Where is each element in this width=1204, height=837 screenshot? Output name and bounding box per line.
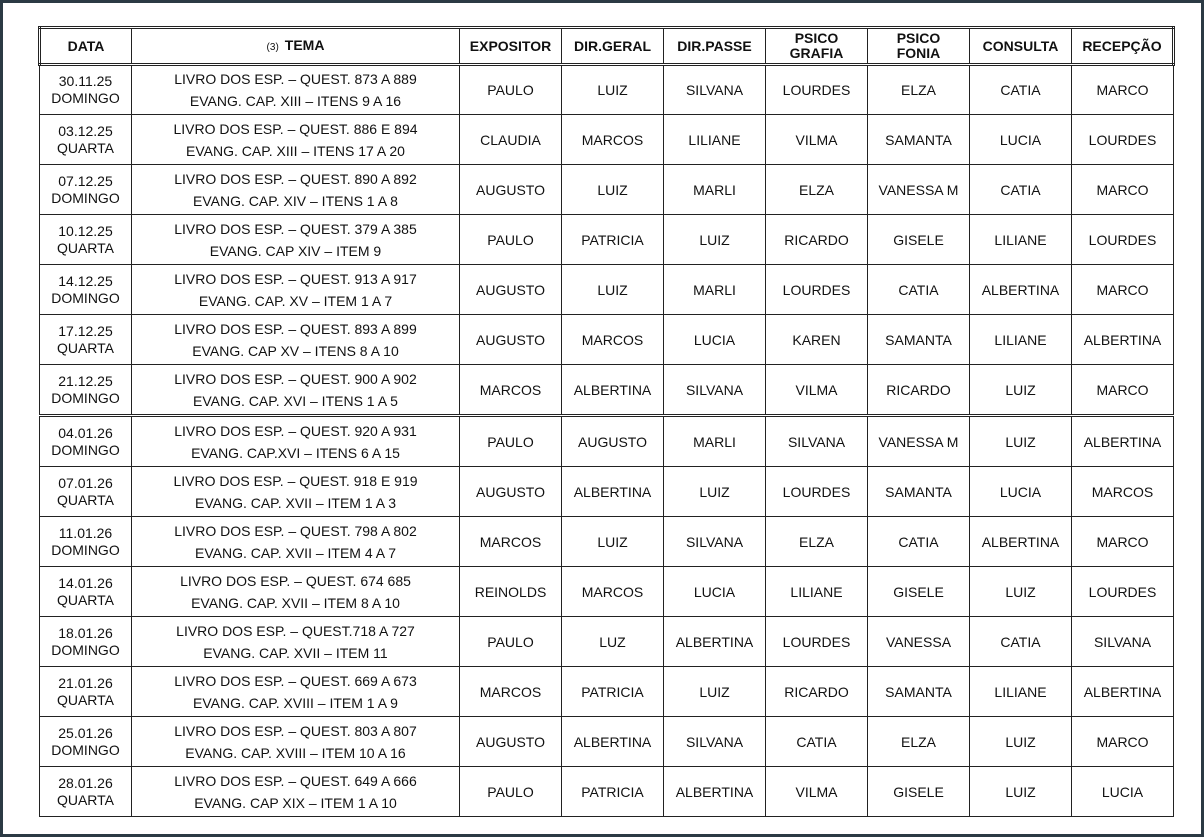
recepcao-cell: MARCO xyxy=(1072,365,1174,416)
dir-passe-cell: SILVANA xyxy=(664,717,766,767)
date-value: 10.12.25 xyxy=(58,222,113,239)
header-tema: (3) TEMA xyxy=(132,28,460,65)
tema-livro: LIVRO DOS ESP. – QUEST. 900 A 902 xyxy=(174,370,417,387)
consulta-cell: LUCIA xyxy=(970,467,1072,517)
header-dir-passe: DIR.PASSE xyxy=(664,28,766,65)
tema-livro: LIVRO DOS ESP. – QUEST. 890 A 892 xyxy=(174,170,417,187)
date-value: 30.11.25 xyxy=(58,73,113,89)
psicofonia-cell: ELZA xyxy=(868,717,970,767)
weekday: DOMINGO xyxy=(51,641,120,658)
table-body xyxy=(40,65,1174,817)
tema-cell xyxy=(132,65,460,115)
date-cell xyxy=(40,467,132,517)
dir-geral-cell: MARCOS xyxy=(562,315,664,365)
date-value: 25.01.26 xyxy=(58,724,113,741)
tema-evangelho: EVANG. CAP XV – ITENS 8 A 10 xyxy=(192,342,399,359)
psicografia-cell: VILMA xyxy=(766,767,868,817)
psicofonia-cell: CATIA xyxy=(868,265,970,315)
expositor-cell: AUGUSTO xyxy=(460,265,562,315)
tema-cell xyxy=(132,215,460,265)
psicografia-cell: LOURDES xyxy=(766,467,868,517)
psicofonia-cell: RICARDO xyxy=(868,365,970,416)
psicofonia-cell: GISELE xyxy=(868,215,970,265)
psicografia-cell: LOURDES xyxy=(766,65,868,115)
dir-geral-cell: LUIZ xyxy=(562,265,664,315)
table-row xyxy=(40,215,1174,265)
dir-passe-cell: LILIANE xyxy=(664,115,766,165)
consulta-cell: LUIZ xyxy=(970,365,1072,416)
psicofonia-cell: GISELE xyxy=(868,567,970,617)
tema-cell xyxy=(132,165,460,215)
tema-livro: LIVRO DOS ESP. – QUEST. 649 A 666 xyxy=(174,772,417,789)
dir-passe-cell: ALBERTINA xyxy=(664,617,766,667)
dir-passe-cell: LUCIA xyxy=(664,567,766,617)
tema-cell xyxy=(132,767,460,817)
psicofonia-cell: SAMANTA xyxy=(868,667,970,717)
psicofonia-cell: SAMANTA xyxy=(868,467,970,517)
psicofonia-cell: VANESSA M xyxy=(868,165,970,215)
tema-cell xyxy=(132,617,460,667)
table-row xyxy=(40,315,1174,365)
recepcao-cell: MARCOS xyxy=(1072,467,1174,517)
recepcao-cell: MARCO xyxy=(1072,165,1174,215)
consulta-cell: LUIZ xyxy=(970,717,1072,767)
tema-livro: LIVRO DOS ESP. – QUEST. 379 A 385 xyxy=(174,220,417,237)
psicografia-cell: VILMA xyxy=(766,365,868,416)
table-row xyxy=(40,717,1174,767)
weekday: DOMINGO xyxy=(51,389,120,406)
table-row xyxy=(40,165,1174,215)
dir-geral-cell: LUIZ xyxy=(562,517,664,567)
tema-cell xyxy=(132,265,460,315)
weekday: QUARTA xyxy=(56,339,115,356)
header-dir-geral: DIR.GERAL xyxy=(562,28,664,65)
psicografia-cell: ELZA xyxy=(766,165,868,215)
tema-cell xyxy=(132,115,460,165)
tema-livro: LIVRO DOS ESP. – QUEST. 798 A 802 xyxy=(174,522,417,539)
tema-cell xyxy=(132,567,460,617)
consulta-cell: CATIA xyxy=(970,65,1072,115)
tema-cell xyxy=(132,517,460,567)
recepcao-cell: SILVANA xyxy=(1072,617,1174,667)
date-cell xyxy=(40,165,132,215)
weekday: DOMINGO xyxy=(51,90,120,106)
expositor-cell: MARCOS xyxy=(460,365,562,416)
tema-livro: LIVRO DOS ESP. – QUEST. 669 A 673 xyxy=(174,672,417,689)
tema-evangelho: EVANG. CAP. XIV – ITENS 1 A 8 xyxy=(193,192,398,209)
psicografia-cell: LOURDES xyxy=(766,265,868,315)
table-row xyxy=(40,517,1174,567)
expositor-cell: AUGUSTO xyxy=(460,717,562,767)
dir-geral-cell: PATRICIA xyxy=(562,767,664,817)
expositor-cell: CLAUDIA xyxy=(460,115,562,165)
recepcao-cell: ALBERTINA xyxy=(1072,416,1174,467)
date-cell xyxy=(40,767,132,817)
date-cell xyxy=(40,567,132,617)
dir-passe-cell: LUIZ xyxy=(664,467,766,517)
consulta-cell: CATIA xyxy=(970,617,1072,667)
header-consulta: CONSULTA xyxy=(970,28,1072,65)
tema-cell xyxy=(132,717,460,767)
date-value: 21.12.25 xyxy=(58,372,113,389)
date-cell xyxy=(40,416,132,467)
weekday: QUARTA xyxy=(56,491,115,508)
expositor-cell: REINOLDS xyxy=(460,567,562,617)
dir-geral-cell: MARCOS xyxy=(562,567,664,617)
consulta-cell: CATIA xyxy=(970,165,1072,215)
weekday: DOMINGO xyxy=(51,289,120,306)
tema-evangelho: EVANG. CAP. XV – ITEM 1 A 7 xyxy=(198,292,393,309)
header-recepcao: RECEPÇÃO xyxy=(1072,28,1174,65)
date-cell xyxy=(40,265,132,315)
dir-passe-cell: MARLI xyxy=(664,416,766,467)
tema-livro: LIVRO DOS ESP. – QUEST. 918 E 919 xyxy=(173,472,418,489)
recepcao-cell: ALBERTINA xyxy=(1072,667,1174,717)
consulta-cell: ALBERTINA xyxy=(970,265,1072,315)
weekday: DOMINGO xyxy=(51,441,120,458)
psicofonia-cell: SAMANTA xyxy=(868,115,970,165)
tema-livro: LIVRO DOS ESP. – QUEST. 913 A 917 xyxy=(174,270,417,287)
tema-livro: LIVRO DOS ESP. – QUEST. 893 A 899 xyxy=(174,320,417,337)
date-cell xyxy=(40,215,132,265)
dir-passe-cell: SILVANA xyxy=(664,65,766,115)
psicofonia-cell: SAMANTA xyxy=(868,315,970,365)
recepcao-cell: LUCIA xyxy=(1072,767,1174,817)
date-cell xyxy=(40,115,132,165)
weekday: QUARTA xyxy=(56,791,115,808)
date-value: 04.01.26 xyxy=(58,424,113,441)
date-cell xyxy=(40,717,132,767)
psicofonia-cell: VANESSA xyxy=(868,617,970,667)
consulta-cell: ALBERTINA xyxy=(970,517,1072,567)
table-row xyxy=(40,65,1174,115)
psicografia-cell: RICARDO xyxy=(766,215,868,265)
weekday: QUARTA xyxy=(56,691,115,708)
date-value: 07.12.25 xyxy=(58,172,113,189)
date-cell xyxy=(40,365,132,416)
date-value: 18.01.26 xyxy=(58,624,113,641)
psicofonia-cell: CATIA xyxy=(868,517,970,567)
weekday: QUARTA xyxy=(56,591,115,608)
weekday: QUARTA xyxy=(56,139,115,156)
psicografia-cell: CATIA xyxy=(766,717,868,767)
tema-livro: LIVRO DOS ESP. – QUEST.718 A 727 xyxy=(176,622,415,639)
date-cell xyxy=(40,315,132,365)
psicografia-cell: LILIANE xyxy=(766,567,868,617)
weekday: DOMINGO xyxy=(51,741,120,758)
dir-geral-cell: LUIZ xyxy=(562,165,664,215)
dir-passe-cell: MARLI xyxy=(664,165,766,215)
table-row xyxy=(40,467,1174,517)
tema-cell xyxy=(132,416,460,467)
dir-geral-cell: ALBERTINA xyxy=(562,365,664,416)
table-row xyxy=(40,365,1174,416)
tema-evangelho: EVANG. CAP. XIII – ITENS 17 A 20 xyxy=(186,142,405,159)
tema-evangelho: EVANG. CAP. XVI – ITENS 1 A 5 xyxy=(193,392,398,409)
tema-evangelho: EVANG. CAP. XVII – ITEM 1 A 3 xyxy=(194,494,396,511)
dir-geral-cell: PATRICIA xyxy=(562,215,664,265)
tema-evangelho: EVANG. CAP. XVII – ITEM 4 A 7 xyxy=(194,544,396,561)
dir-passe-cell: MARLI xyxy=(664,265,766,315)
tema-evangelho: EVANG. CAP. XVII – ITEM 8 A 10 xyxy=(191,594,400,611)
tema-cell xyxy=(132,315,460,365)
recepcao-cell: MARCO xyxy=(1072,265,1174,315)
header-psicografia: PSICO GRAFIA xyxy=(766,28,868,65)
table-header xyxy=(40,28,1174,65)
tema-evangelho: EVANG. CAP XIX – ITEM 1 A 10 xyxy=(194,794,397,811)
date-value: 21.01.26 xyxy=(58,674,113,691)
consulta-cell: LILIANE xyxy=(970,315,1072,365)
recepcao-cell: MARCO xyxy=(1072,65,1174,115)
tema-cell xyxy=(132,365,460,416)
expositor-cell: PAULO xyxy=(460,416,562,467)
psicografia-cell: ELZA xyxy=(766,517,868,567)
weekday: DOMINGO xyxy=(51,189,120,206)
tema-cell xyxy=(132,467,460,517)
tema-evangelho: EVANG. CAP. XVIII – ITEM 10 A 16 xyxy=(185,744,406,761)
consulta-cell: LILIANE xyxy=(970,215,1072,265)
recepcao-cell: ALBERTINA xyxy=(1072,315,1174,365)
tema-evangelho: EVANG. CAP. XVII – ITEM 11 xyxy=(203,644,388,661)
table-row xyxy=(40,416,1174,467)
expositor-cell: MARCOS xyxy=(460,517,562,567)
tema-evangelho: EVANG. CAP. XIII – ITENS 9 A 16 xyxy=(189,93,402,109)
consulta-cell: LUIZ xyxy=(970,416,1072,467)
table-row xyxy=(40,667,1174,717)
psicofonia-cell: VANESSA M xyxy=(868,416,970,467)
psicografia-cell: LOURDES xyxy=(766,617,868,667)
dir-geral-cell: ALBERTINA xyxy=(562,717,664,767)
recepcao-cell: MARCO xyxy=(1072,517,1174,567)
date-value: 03.12.25 xyxy=(58,122,113,139)
recepcao-cell: MARCO xyxy=(1072,717,1174,767)
consulta-cell: LUIZ xyxy=(970,767,1072,817)
psicofonia-cell: GISELE xyxy=(868,767,970,817)
date-cell xyxy=(40,667,132,717)
dir-geral-cell: LUZ xyxy=(562,617,664,667)
expositor-cell: PAULO xyxy=(460,617,562,667)
expositor-cell: PAULO xyxy=(460,65,562,115)
weekday: DOMINGO xyxy=(51,541,120,558)
header-expositor: EXPOSITOR xyxy=(460,28,562,65)
tema-evangelho: EVANG. CAP.XVI – ITENS 6 A 15 xyxy=(191,444,400,461)
dir-geral-cell: MARCOS xyxy=(562,115,664,165)
date-cell xyxy=(40,617,132,667)
expositor-cell: AUGUSTO xyxy=(460,165,562,215)
dir-passe-cell: LUCIA xyxy=(664,315,766,365)
recepcao-cell: LOURDES xyxy=(1072,567,1174,617)
tema-livro: LIVRO DOS ESP. – QUEST. 803 A 807 xyxy=(174,722,417,739)
psicografia-cell: VILMA xyxy=(766,115,868,165)
dir-passe-cell: LUIZ xyxy=(664,667,766,717)
dir-geral-cell: PATRICIA xyxy=(562,667,664,717)
psicografia-cell: SILVANA xyxy=(766,416,868,467)
tema-evangelho: EVANG. CAP XIV – ITEM 9 xyxy=(209,242,382,259)
consulta-cell: LUIZ xyxy=(970,567,1072,617)
table-row xyxy=(40,567,1174,617)
dir-geral-cell: LUIZ xyxy=(562,65,664,115)
expositor-cell: AUGUSTO xyxy=(460,467,562,517)
recepcao-cell: LOURDES xyxy=(1072,115,1174,165)
dir-geral-cell: AUGUSTO xyxy=(562,416,664,467)
expositor-cell: PAULO xyxy=(460,215,562,265)
tema-livro: LIVRO DOS ESP. – QUEST. 674 685 xyxy=(180,572,411,589)
consulta-cell: LUCIA xyxy=(970,115,1072,165)
dir-passe-cell: SILVANA xyxy=(664,517,766,567)
date-value: 17.12.25 xyxy=(58,322,113,339)
expositor-cell: MARCOS xyxy=(460,667,562,717)
tema-livro: LIVRO DOS ESP. – QUEST. 886 E 894 xyxy=(173,120,418,137)
dir-geral-cell: ALBERTINA xyxy=(562,467,664,517)
expositor-cell: AUGUSTO xyxy=(460,315,562,365)
dir-passe-cell: SILVANA xyxy=(664,365,766,416)
date-value: 14.12.25 xyxy=(58,272,113,289)
table-row xyxy=(40,265,1174,315)
table-row xyxy=(40,115,1174,165)
weekday: QUARTA xyxy=(56,239,115,256)
date-value: 07.01.26 xyxy=(58,474,113,491)
date-cell xyxy=(40,65,132,115)
tema-livro: LIVRO DOS ESP. – QUEST. 920 A 931 xyxy=(174,422,417,439)
psicografia-cell: RICARDO xyxy=(766,667,868,717)
tema-evangelho: EVANG. CAP. XVIII – ITEM 1 A 9 xyxy=(193,694,398,711)
expositor-cell: PAULO xyxy=(460,767,562,817)
psicofonia-cell: ELZA xyxy=(868,65,970,115)
tema-cell xyxy=(132,667,460,717)
table-row xyxy=(40,767,1174,817)
date-value: 28.01.26 xyxy=(58,774,113,791)
date-value: 11.01.26 xyxy=(58,524,113,541)
dir-passe-cell: ALBERTINA xyxy=(664,767,766,817)
header-data: DATA xyxy=(40,28,132,65)
table-row xyxy=(40,617,1174,667)
tema-livro: LIVRO DOS ESP. – QUEST. 873 A 889 xyxy=(174,71,417,87)
header-psicofonia: PSICO FONIA xyxy=(868,28,970,65)
schedule-table xyxy=(38,26,1175,817)
dir-passe-cell: LUIZ xyxy=(664,215,766,265)
consulta-cell: LILIANE xyxy=(970,667,1072,717)
date-cell xyxy=(40,517,132,567)
recepcao-cell: LOURDES xyxy=(1072,215,1174,265)
date-value: 14.01.26 xyxy=(58,574,113,591)
psicografia-cell: KAREN xyxy=(766,315,868,365)
